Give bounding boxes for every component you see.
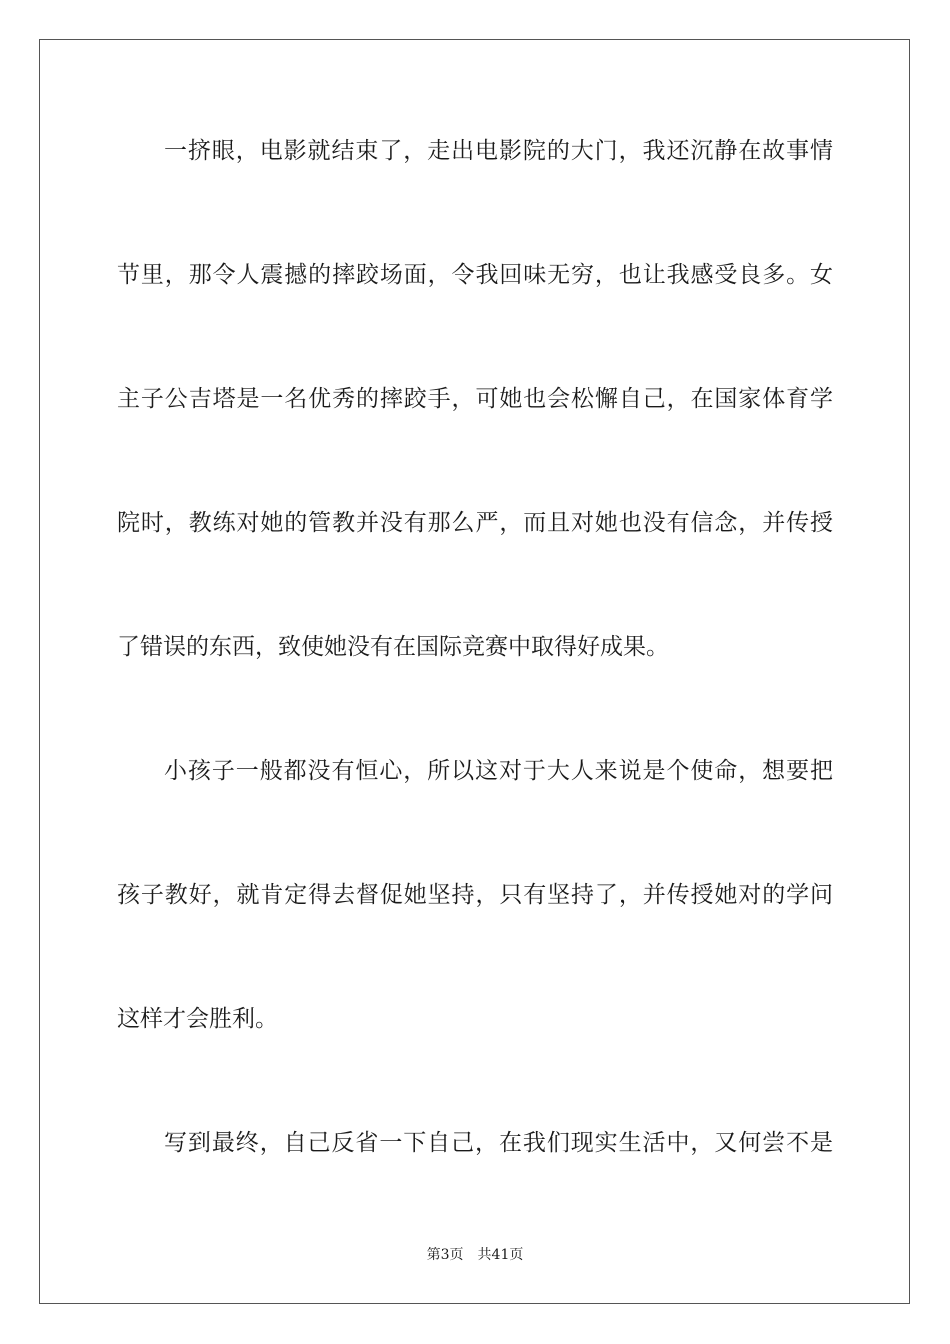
paragraph-2-line-2: 孩子教好，就肯定得去督促她坚持，只有坚持了，并传授她对的学问: [117, 882, 833, 908]
page-number-footer: 第3页 共41页: [426, 1247, 524, 1263]
paragraph-1-line-2: 节里，那令人震撼的摔跤场面，令我回味无穷，也让我感受良多。女: [117, 262, 833, 288]
paragraph-1-line-5: 了错误的东西，致使她没有在国际竞赛中取得好成果。: [117, 634, 669, 660]
paragraph-2-line-1: 小孩子一般都没有恒心，所以这对于大人来说是个使命，想要把: [164, 758, 833, 784]
paragraph-1-line-4: 院时，教练对她的管教并没有那么严，而且对她也没有信念，并传授: [117, 510, 833, 536]
paragraph-3-line-1: 写到最终，自己反省一下自己，在我们现实生活中，又何尝不是: [164, 1130, 833, 1156]
paragraph-1-line-1: 一挤眼，电影就结束了，走出电影院的大门，我还沉静在故事情: [164, 138, 833, 164]
paragraph-1-line-3: 主子公吉塔是一名优秀的摔跤手，可她也会松懈自己，在国家体育学: [117, 386, 833, 412]
paragraph-2-line-3: 这样才会胜利。: [117, 1006, 278, 1032]
page-border: [39, 39, 910, 1304]
